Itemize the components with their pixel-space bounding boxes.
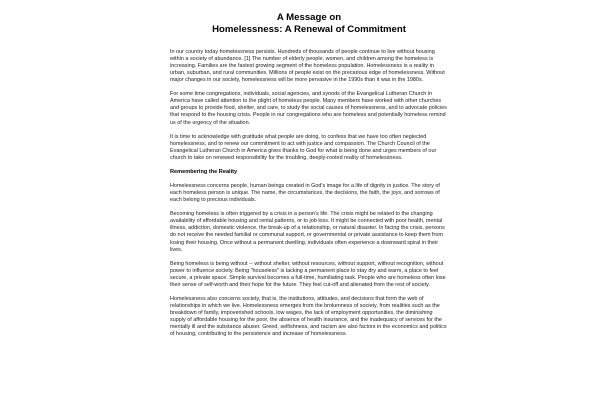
paragraph: In our country today homelessness persists. Hundreds of thousands of people continue to live without housing within a society of abundance. [1] The number of elderly people, women, and children among the homeless is increasing. Families are the fastest growing segment of the homeless population. Homelessness is a reality in urban, suburban, and rural communities. Millions of people exist on the precarious edge of homelessness. Without major changes in our society, homelessness will be more pervasive in the 1990s than it was in the 1980s.	[170, 49, 445, 84]
title-line-1: A Message on	[276, 12, 342, 23]
paragraph: Becoming homeless is often triggered by a crisis in a person's life. The crisis might be related to the changing availability of affordable housing and rental patterns, or to job loss. It might be connected with poor health, mental illness, addiction, domestic violence, the break-up of a relationship, or natural disaster. In facing the crisis, persons do not receive the needed familial or communal support, or governmental or private assistance to keep them from losing their housing. Once without a permanent dwelling, individuals often experience a downward spiral in their lives.	[170, 211, 445, 253]
paragraph: Homelessness concerns people, human beings created in God's image for a life of dignity in justice. The story of each homeless person is unique. The name, the circumstances, the decisions, the faith, the joys, and sorrows of each belong to precious individuals.	[170, 183, 440, 204]
paragraph: For some time congregations, individuals, social agencies, and synods of the Evangelical Lutheran Church in America have called attention to the plight of homeless people. Many members have worked with other churches and groups to provide food, shelter, and care, to study the social causes of homelessness, and to advocate policies that respond to the housing crisis. People in our congregations who are homeless and potentially homeless remind us of the urgency of the situation.	[170, 91, 447, 126]
title-line-2: Homelessness: A Renewal of Commitment	[212, 23, 406, 35]
document-title	[170, 12, 448, 35]
paragraph: It is time to acknowledge with gratitude what people are doing, to confess that we have too often neglected homelessness, and to renew our commitment to act with justice and compassion. The Church Council of the Evangelical Lutheran Church in America gives thanks to God for what is being done and urges members of our church to take on renewed responsibility for the troubling, deeply-rooted reality of homelessness.	[170, 133, 437, 161]
paragraph: Being homeless is being without -- without shelter, without resources, without support, without recognition, without power to influence society. Being "houseless" is lacking a permanent place to stay dry and warm, a place to feel secure, a private space. Simple survival becomes a full-time, humiliating task. People who are homeless often lose their sense of self-worth and their hope for the future. They feel cut-off and alienated from the rest of society.	[170, 260, 446, 288]
paragraph: Homelessness also concerns society, that is, the institutions, attitudes, and decisions that form the web of relationships in which we live. Homelessness emerges from the brokenness of society, from realities such as the breakdown of family, impoverished schools, low wages, the lack of employment opportunities, the diminishing supply of affordable housing for the poor, the absence of health insurance, and the inadequacy of services for the mentally ill and the substance abuser. Greed, selfishness, and racism are also factors in the economics and politics of housing, contributing to the persistence and increase of homelessness.	[170, 295, 447, 338]
section-heading: Remembering the Reality	[170, 168, 238, 175]
document-page	[170, 12, 448, 345]
